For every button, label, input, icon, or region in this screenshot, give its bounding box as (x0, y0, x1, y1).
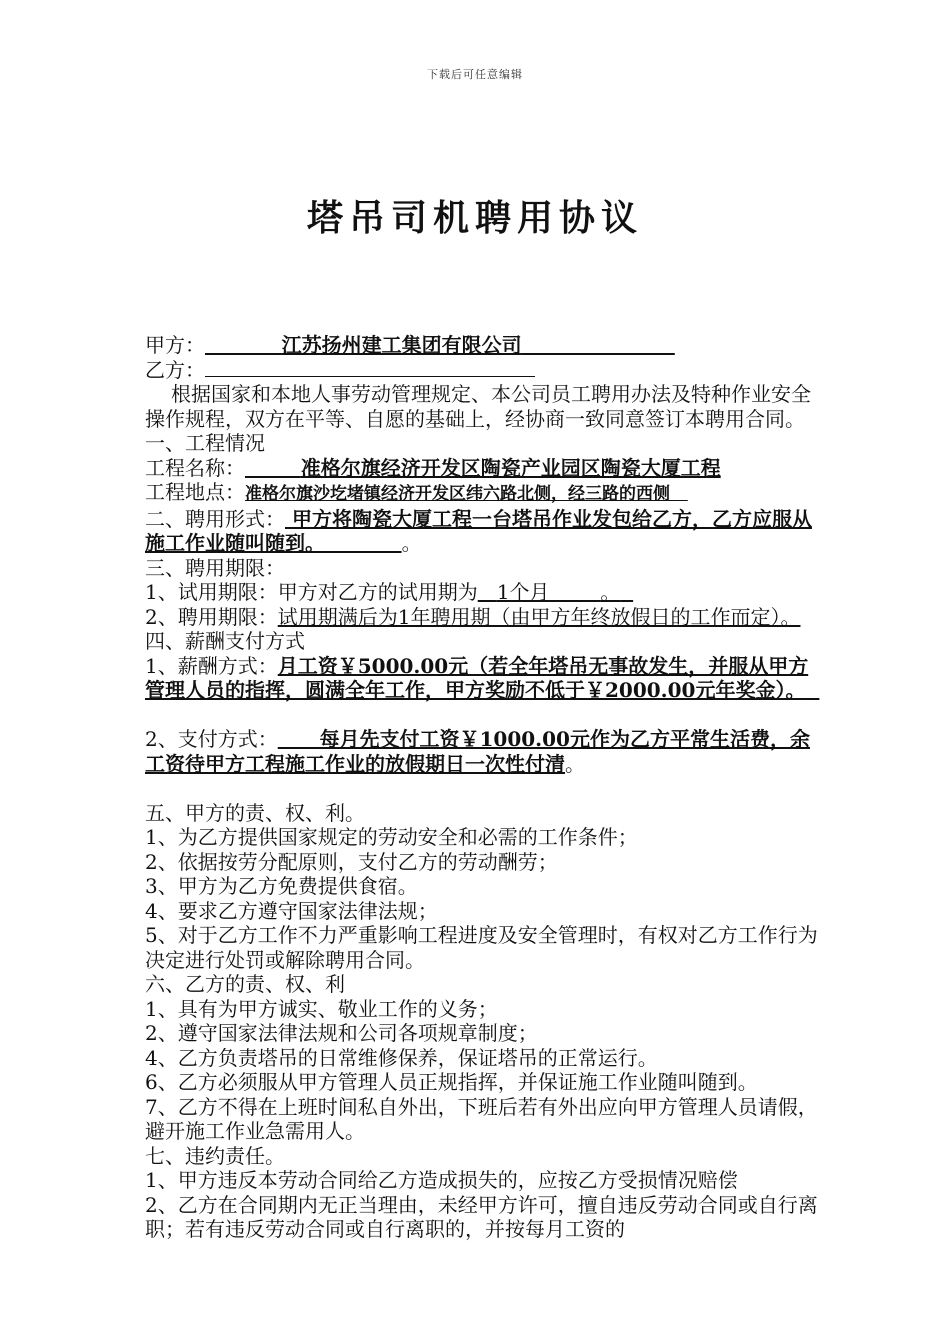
trial-period-line (145, 580, 825, 605)
document-title: 塔吊司机聘用协议 (306, 197, 643, 239)
section-4-heading: 四、薪酬支付方式 (145, 629, 305, 653)
project-site-label: 工程地点： (145, 480, 245, 504)
payment-label: 2、支付方式： (145, 727, 278, 751)
section-6-item: 7、乙方不得在上班时间私自外出，下班后若有外出应向甲方管理人员请假，避开施工作业急需用人。 (145, 1094, 818, 1143)
section-5-item: 4、要求乙方遵守国家法律法规； (145, 898, 438, 923)
payment-end: 。 (565, 751, 585, 776)
section-6-item: 4、乙方负责塔吊的日常维修保养，保证塔吊的正常运行。 (145, 1045, 658, 1070)
party-b-line (145, 358, 825, 383)
party-a-line (145, 333, 825, 358)
section-6-item: 1、具有为甲方诚实、敬业工作的义务； (145, 996, 498, 1021)
section-2-line (145, 507, 825, 556)
section-3-heading: 三、聘用期限： (145, 555, 285, 580)
project-site-line (145, 480, 825, 507)
project-name-label: 工程名称： (145, 455, 245, 480)
payment-line (145, 727, 825, 776)
section-6-heading: 六、乙方的责、权、利 (145, 972, 345, 996)
spacer (145, 703, 825, 728)
section-5-item: 3、甲方为乙方免费提供食宿。 (145, 874, 418, 898)
section-1-heading: 一、工程情况 (145, 431, 265, 455)
section-6-item: 2、遵守国家法律法规和公司各项规章制度； (145, 1021, 538, 1045)
trial-period-value: 1个月 。 (496, 580, 621, 604)
section-2-value: 甲方将陶瓷大厦工程一台塔吊作业发包给乙方，乙方应服从施工作业随叫随到。 (145, 506, 812, 555)
party-a-value: 江苏扬州建工集团有限公司 (281, 333, 522, 357)
section-5-item: 5、对于乙方工作不力严重影响工程进度及安全管理时，有权对乙方工作行为决定进行处罚或解除聘用合同。 (145, 923, 818, 972)
salary-value: 月工资￥5000.00元（若全年塔吊无事故发生，并服从甲方管理人员的指挥，圆满全年工作，甲方奖励不低于￥2000.00元年奖金）。 (145, 653, 809, 702)
section-7-item: 1、甲方违反本劳动合同给乙方造成损失的，应按乙方受损情况赔偿 (145, 1168, 738, 1192)
section-2-label: 二、聘用形式： (145, 506, 285, 531)
salary-label: 1、薪酬方式： (145, 653, 278, 678)
spacer (145, 776, 825, 801)
party-a-label: 甲方： (145, 333, 205, 357)
project-name-value: 准格尔旗经济开发区陶瓷产业园区陶瓷大厦工程 (300, 455, 721, 480)
document-body (145, 333, 825, 1242)
project-name-line (145, 456, 825, 481)
header-note: 下载后可任意编辑 (427, 68, 523, 81)
trial-period-label: 1、试用期限：甲方对乙方的试用期为 (145, 580, 478, 604)
section-5-item: 1、为乙方提供国家规定的劳动安全和必需的工作条件； (145, 825, 638, 849)
section-5-item: 2、依据按劳分配原则，支付乙方的劳动酬劳； (145, 849, 558, 874)
salary-line (145, 654, 825, 703)
section-6-item: 6、乙方必须服从甲方管理人员正规指挥，并保证施工作业随叫随到。 (145, 1070, 758, 1094)
section-7-item: 2、乙方在合同期内无正当理由，未经甲方许可，擅自违反劳动合同或自行离职；若有违反劳动合同或自行离职的，并按每月工资的 (145, 1192, 818, 1241)
term-period-line (145, 605, 825, 630)
payment-value: 每月先支付工资￥1000.00元作为乙方平常生活费，余工资待甲方工程施工作业的放假期日一次性付清 (145, 727, 810, 776)
section-5-heading: 五、甲方的责、权、利。 (145, 800, 365, 825)
party-b-blank (205, 358, 535, 377)
section-2-end: 。 (401, 531, 422, 555)
intro-paragraph: 根据国家和本地人事劳动管理规定、本公司员工聘用办法及特种作业安全操作规程，双方在平等、自愿的基础上，经协商一致同意签订本聘用合同。 (145, 382, 811, 431)
term-period-value: 试用期满后为1年聘用期（由甲方年终放假日的工作而定）。 (277, 604, 801, 629)
party-b-label: 乙方： (145, 357, 205, 382)
term-period-label: 2、聘用期限： (145, 604, 278, 629)
project-site-value: 准格尔旗沙圪堵镇经济开发区纬六路北侧，经三路的西侧 (245, 484, 670, 504)
section-7-heading: 七、违约责任。 (145, 1143, 285, 1168)
